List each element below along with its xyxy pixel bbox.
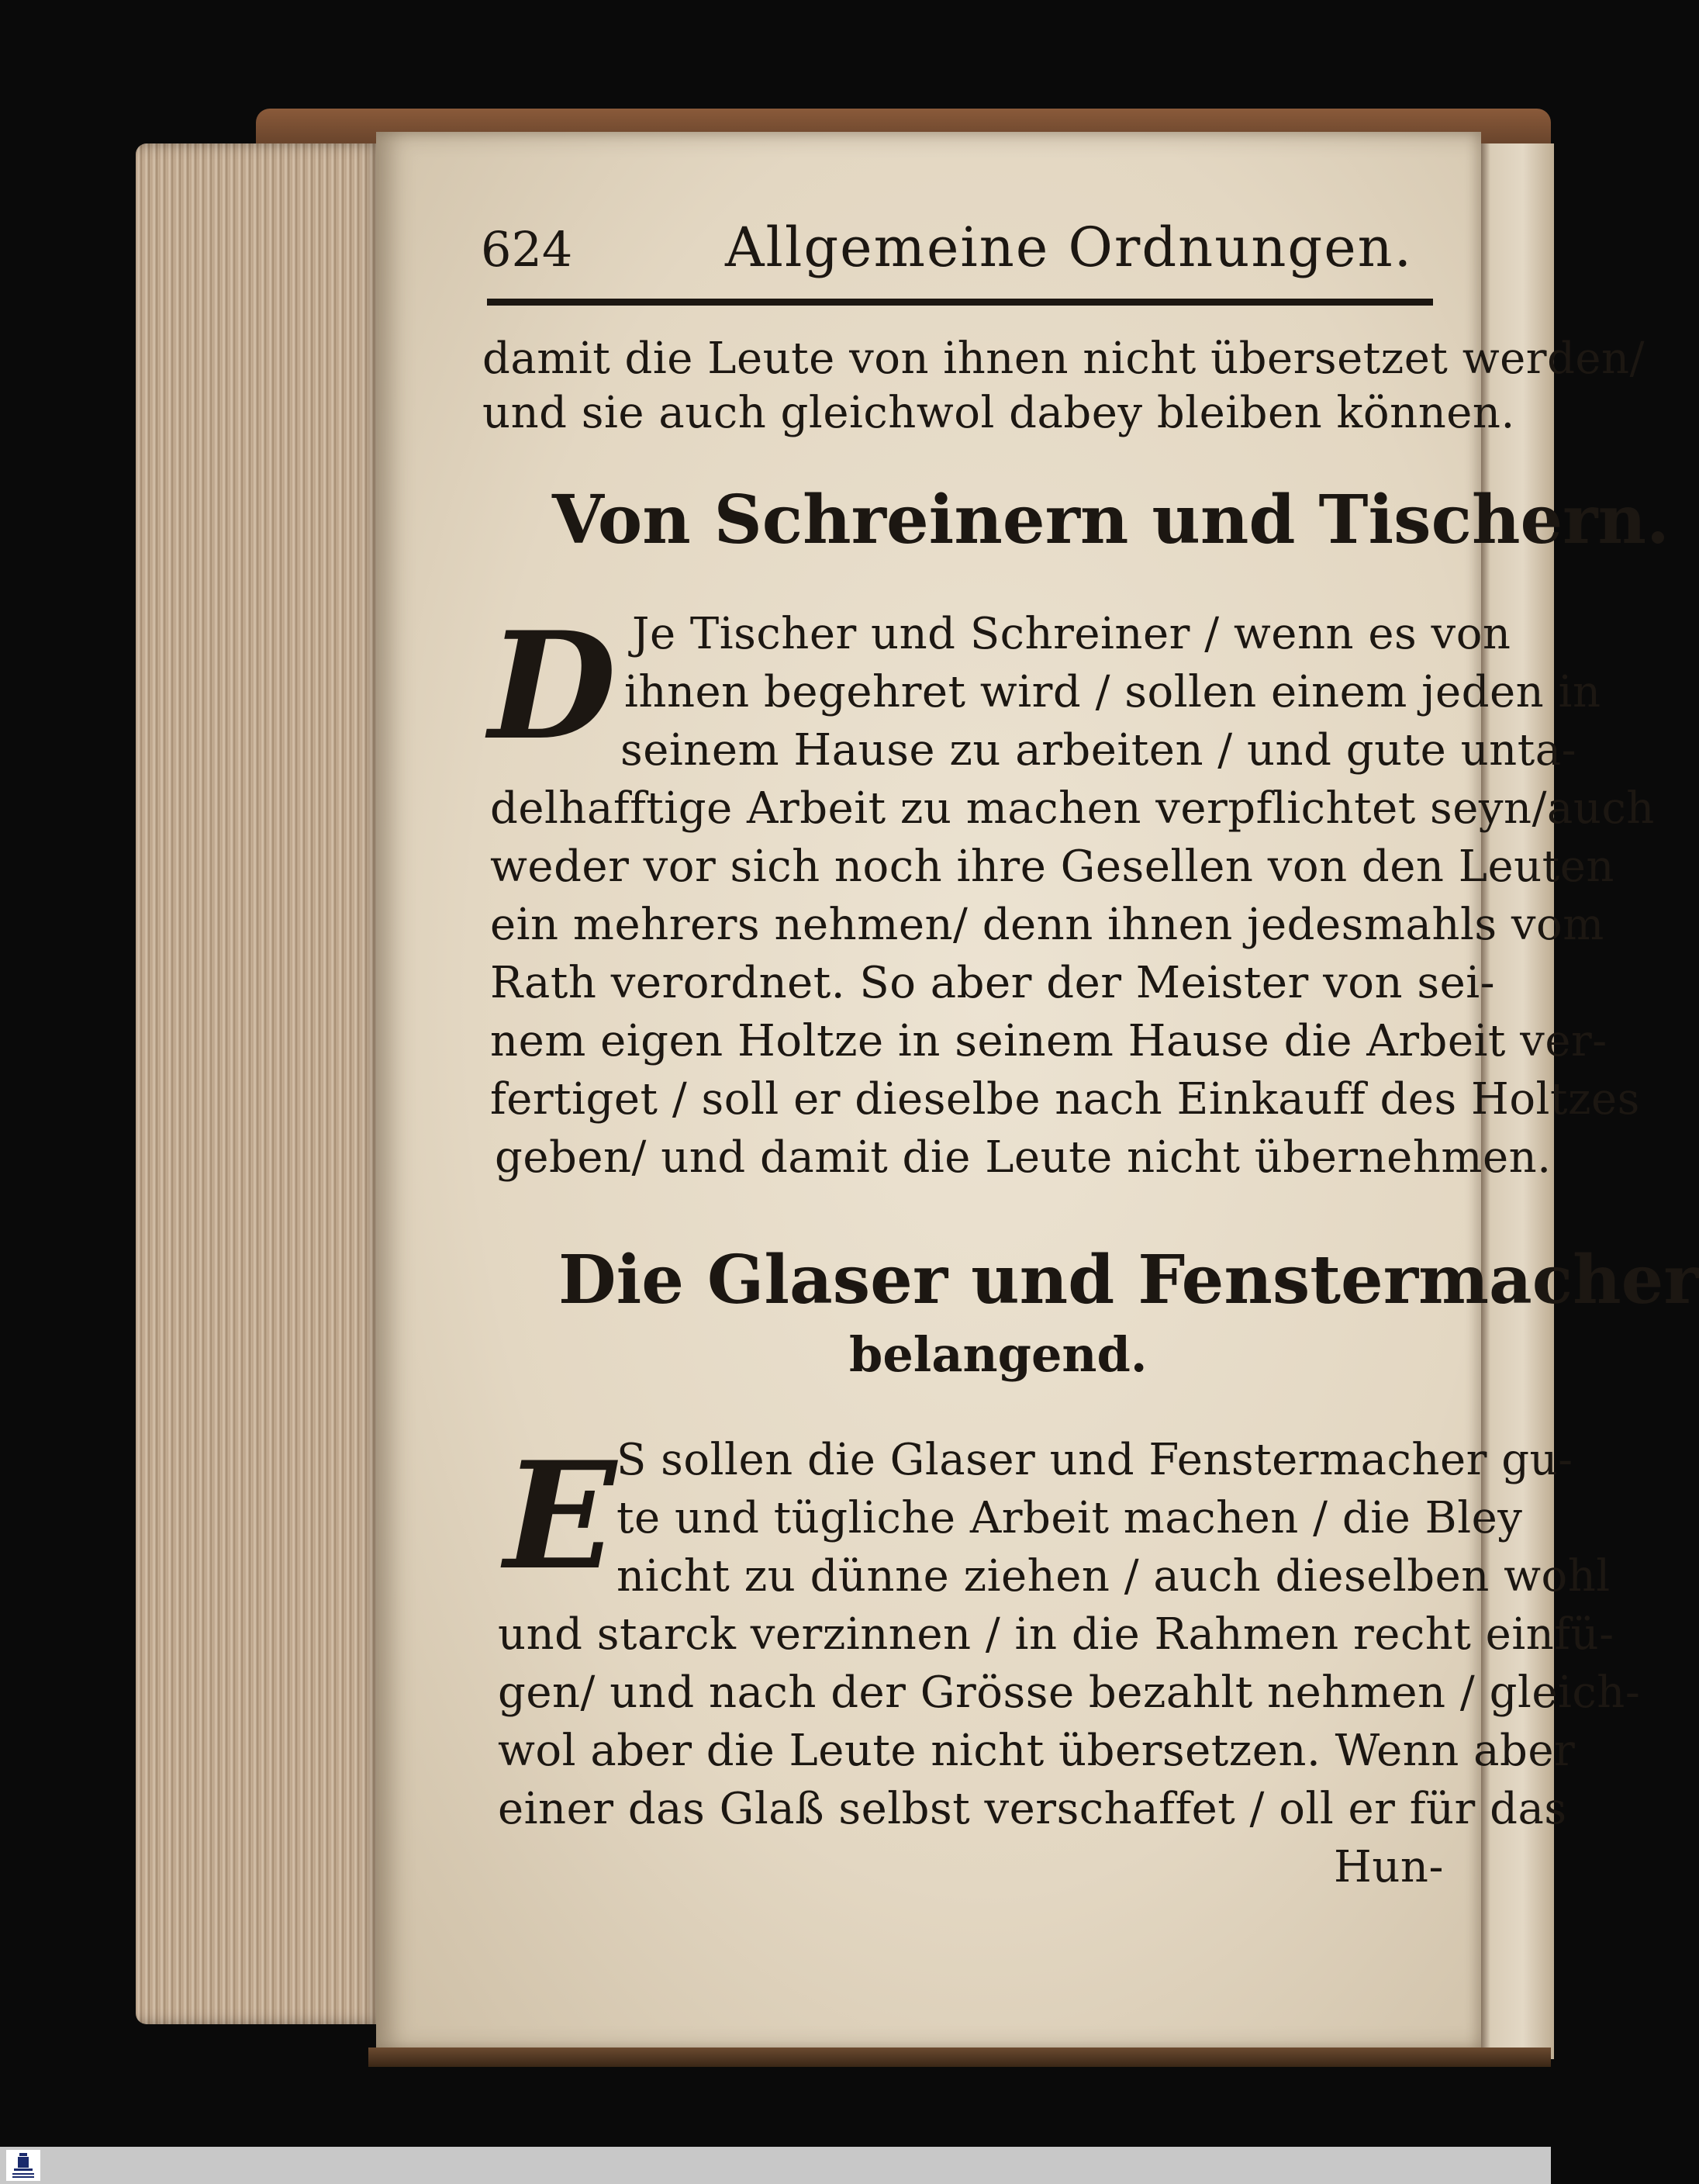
text-line: weder vor sich noch ihre Gesellen von den Leuten: [490, 841, 1614, 892]
page-number: 624: [481, 221, 573, 278]
text-line: nem eigen Holtze in seinem Hause die Arbeit ver-: [490, 1016, 1607, 1066]
text-line: ein mehrers nehmen/ denn ihnen jedesmahls vom: [490, 900, 1604, 950]
text-line: einer das Glaß selbst verschaffet / oll er für das: [498, 1784, 1567, 1834]
library-logo-icon[interactable]: [6, 2150, 40, 2181]
viewer-bottom-bar: [0, 2147, 1551, 2184]
text-line: Je Tischer und Schreiner / wenn es von: [632, 609, 1511, 659]
section-heading: Von Schreinern und Tischern.: [552, 481, 1670, 559]
book-cover-bottom: [368, 2047, 1551, 2067]
text-line: delhafftige Arbeit zu machen verpflichtet seyn/auch: [490, 783, 1655, 834]
header-rule: [487, 299, 1433, 306]
text-line: seinem Hause zu arbeiten / und gute unta-: [620, 725, 1577, 776]
catchword: Hun-: [1334, 1842, 1444, 1892]
section-heading: Die Glaser und Fenstermacher: [558, 1241, 1699, 1319]
decorated-initial: E: [504, 1429, 616, 1602]
text-line: wol aber die Leute nicht übersetzen. Wenn aber: [498, 1726, 1576, 1776]
page-edges: [136, 143, 384, 2024]
text-line: gen/ und nach der Grösse bezahlt nehmen / gleich-: [498, 1667, 1641, 1718]
text-line: ihnen begehret wird / sollen einem jeden in: [624, 667, 1601, 717]
running-head: Allgemeine Ordnungen.: [725, 216, 1413, 279]
decorated-initial: D: [489, 600, 616, 772]
section-subheading: belangend.: [849, 1326, 1148, 1383]
text-line: und starck verzinnen / in die Rahmen recht einfü-: [498, 1609, 1614, 1660]
text-line: damit die Leute von ihnen nicht übersetzet werden/: [482, 333, 1645, 384]
text-line: te und tügliche Arbeit machen / die Bley: [616, 1493, 1523, 1543]
text-line: nicht zu dünne ziehen / auch dieselben wohl: [616, 1551, 1611, 1602]
text-line: geben/ und damit die Leute nicht übernehmen.: [495, 1132, 1552, 1183]
text-line: und sie auch gleichwol dabey bleiben können.: [482, 388, 1515, 438]
text-line: Rath verordnet. So aber der Meister von sei-: [490, 958, 1496, 1008]
text-line: fertiget / soll er dieselbe nach Einkauff des Holtzes: [490, 1074, 1640, 1125]
text-line: S sollen die Glaser und Fenstermacher gu-: [616, 1435, 1573, 1485]
